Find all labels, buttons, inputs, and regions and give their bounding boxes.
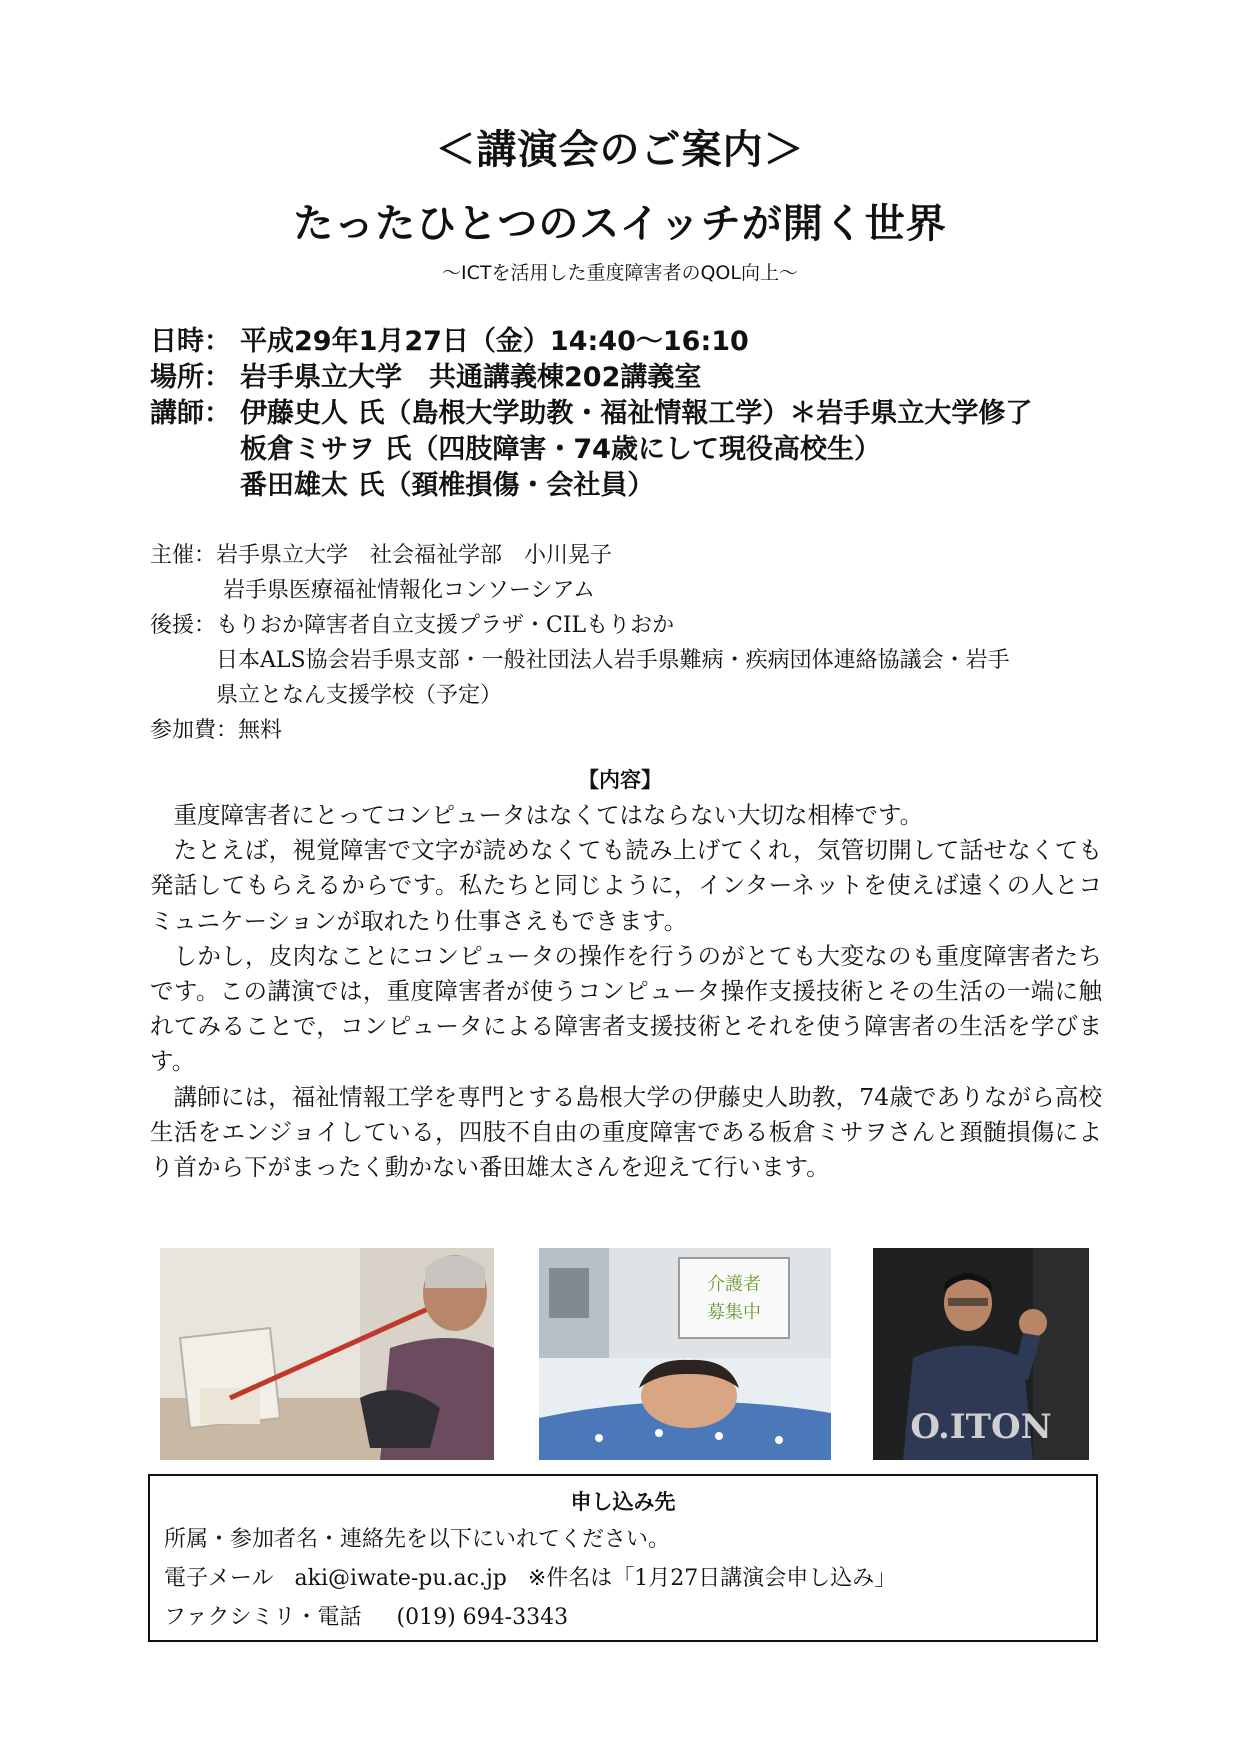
speakers-row (150, 396, 1032, 432)
photo-sewing-image (160, 1248, 494, 1460)
photo-speaker-image (873, 1248, 1089, 1460)
content-heading: 【内容】 (578, 768, 662, 792)
support-line-3: 県立となん支援学校（予定） (216, 683, 503, 708)
page-subtitle: ～ICTを活用した重度障害者のQOL向上～ (442, 262, 798, 284)
date-value: 平成29年1月27日（金）14:40～16:10 (240, 326, 749, 357)
event-info (150, 324, 1032, 504)
photo-bed-image (539, 1248, 831, 1460)
photo-sewing (160, 1248, 494, 1460)
support-line-1 (150, 608, 1110, 643)
content-paragraph-1: 重度障害者にとってコンピュータはなくてはならない大切な相棒です。 (173, 801, 924, 829)
application-box (148, 1474, 1098, 1642)
page-title: たったひとつのスイッチが開く世界 (293, 201, 947, 247)
place-label: 場所： (150, 362, 231, 393)
content-body (150, 798, 1102, 1185)
phone-number: (019) 694-3343 (396, 1605, 569, 1630)
photo-speaker (873, 1248, 1089, 1460)
sign-line-2: 募集中 (707, 1302, 761, 1323)
email-note: ※件名は「1月27日講演会申し込み」 (527, 1566, 897, 1591)
email-line (164, 1559, 896, 1598)
host-value-1: 岩手県立大学 社会福祉学部 小川晃子 (216, 543, 613, 568)
email-address[interactable]: aki@iwate-pu.ac.jp (294, 1566, 507, 1591)
support-line-2: 日本ALS協会岩手県支部・一般社団法人岩手県難病・疾病団体連絡協議会・岩手 (216, 648, 1010, 673)
content-paragraph-3: しかし，皮肉なことにコンピュータの操作を行うのがとても大変なのも重度障害者たちです。この講演では，重度障害者が使うコンピュータ操作支援技術とその生活の一端に触れてみることで，コンピュータによる障害者支援技術とそれを使う障害者の生活を学びます。 (150, 941, 1102, 1076)
content-paragraph-4: 講師には，福祉情報工学を専門とする島根大学の伊藤史人助教，74歳でありながら高校生活をエンジョイしている，四肢不自由の重度障害である板倉ミサヲさんと頚髄損傷により首から下がまったく動かない番田雄太さんを迎えて行います。 (150, 1082, 1102, 1182)
photo-bed (539, 1248, 831, 1460)
content-paragraph-2: たとえば，視覚障害で文字が読めなくても読み上げてくれ，気管切開して話せなくても発話してもらえるからです。私たちと同じように，インターネットを使えば遠くの人とコミュニケーションが取れたり仕事さえもできます。 (150, 836, 1102, 935)
application-details (164, 1520, 896, 1637)
speaker-1: 伊藤史人 氏（島根大学助教・福祉情報工学）＊岩手県立大学修了 (240, 398, 1033, 429)
place-value: 岩手県立大学 共通講義棟202講義室 (240, 362, 702, 393)
place-row (150, 360, 1032, 396)
speaker-2: 板倉ミサヲ 氏（四肢障害・74歳にして現役高校生） (240, 434, 881, 465)
phone-label: ファクシミリ・電話 (164, 1605, 362, 1630)
application-title: 申し込み先 (570, 1490, 676, 1514)
announcement-heading: ＜講演会のご案内＞ (435, 127, 805, 173)
phone-line (164, 1598, 896, 1637)
fee-line: 参加費：無料 (150, 718, 283, 743)
host-line-2: 岩手県医療福祉情報化コンソーシアム (223, 578, 596, 603)
host-label: 主催： (150, 543, 217, 568)
sign-line-1: 介護者 (707, 1274, 761, 1295)
photo-caption: O.ITON (910, 1407, 1052, 1447)
date-label: 日時： (150, 326, 231, 357)
speaker-3: 番田雄太 氏（頚椎損傷・会社員） (240, 470, 655, 501)
email-label: 電子メール (164, 1566, 274, 1591)
date-row (150, 324, 1032, 360)
support-value-1: もりおか障害者自立支援プラザ・CILもりおか (216, 613, 675, 638)
speakers-label: 講師： (150, 398, 231, 429)
organizers (150, 538, 1110, 748)
host-line-1 (150, 538, 1110, 573)
application-instruction: 所属・参加者名・連絡先を以下にいれてください。 (164, 1527, 671, 1552)
support-label: 後援： (150, 613, 217, 638)
